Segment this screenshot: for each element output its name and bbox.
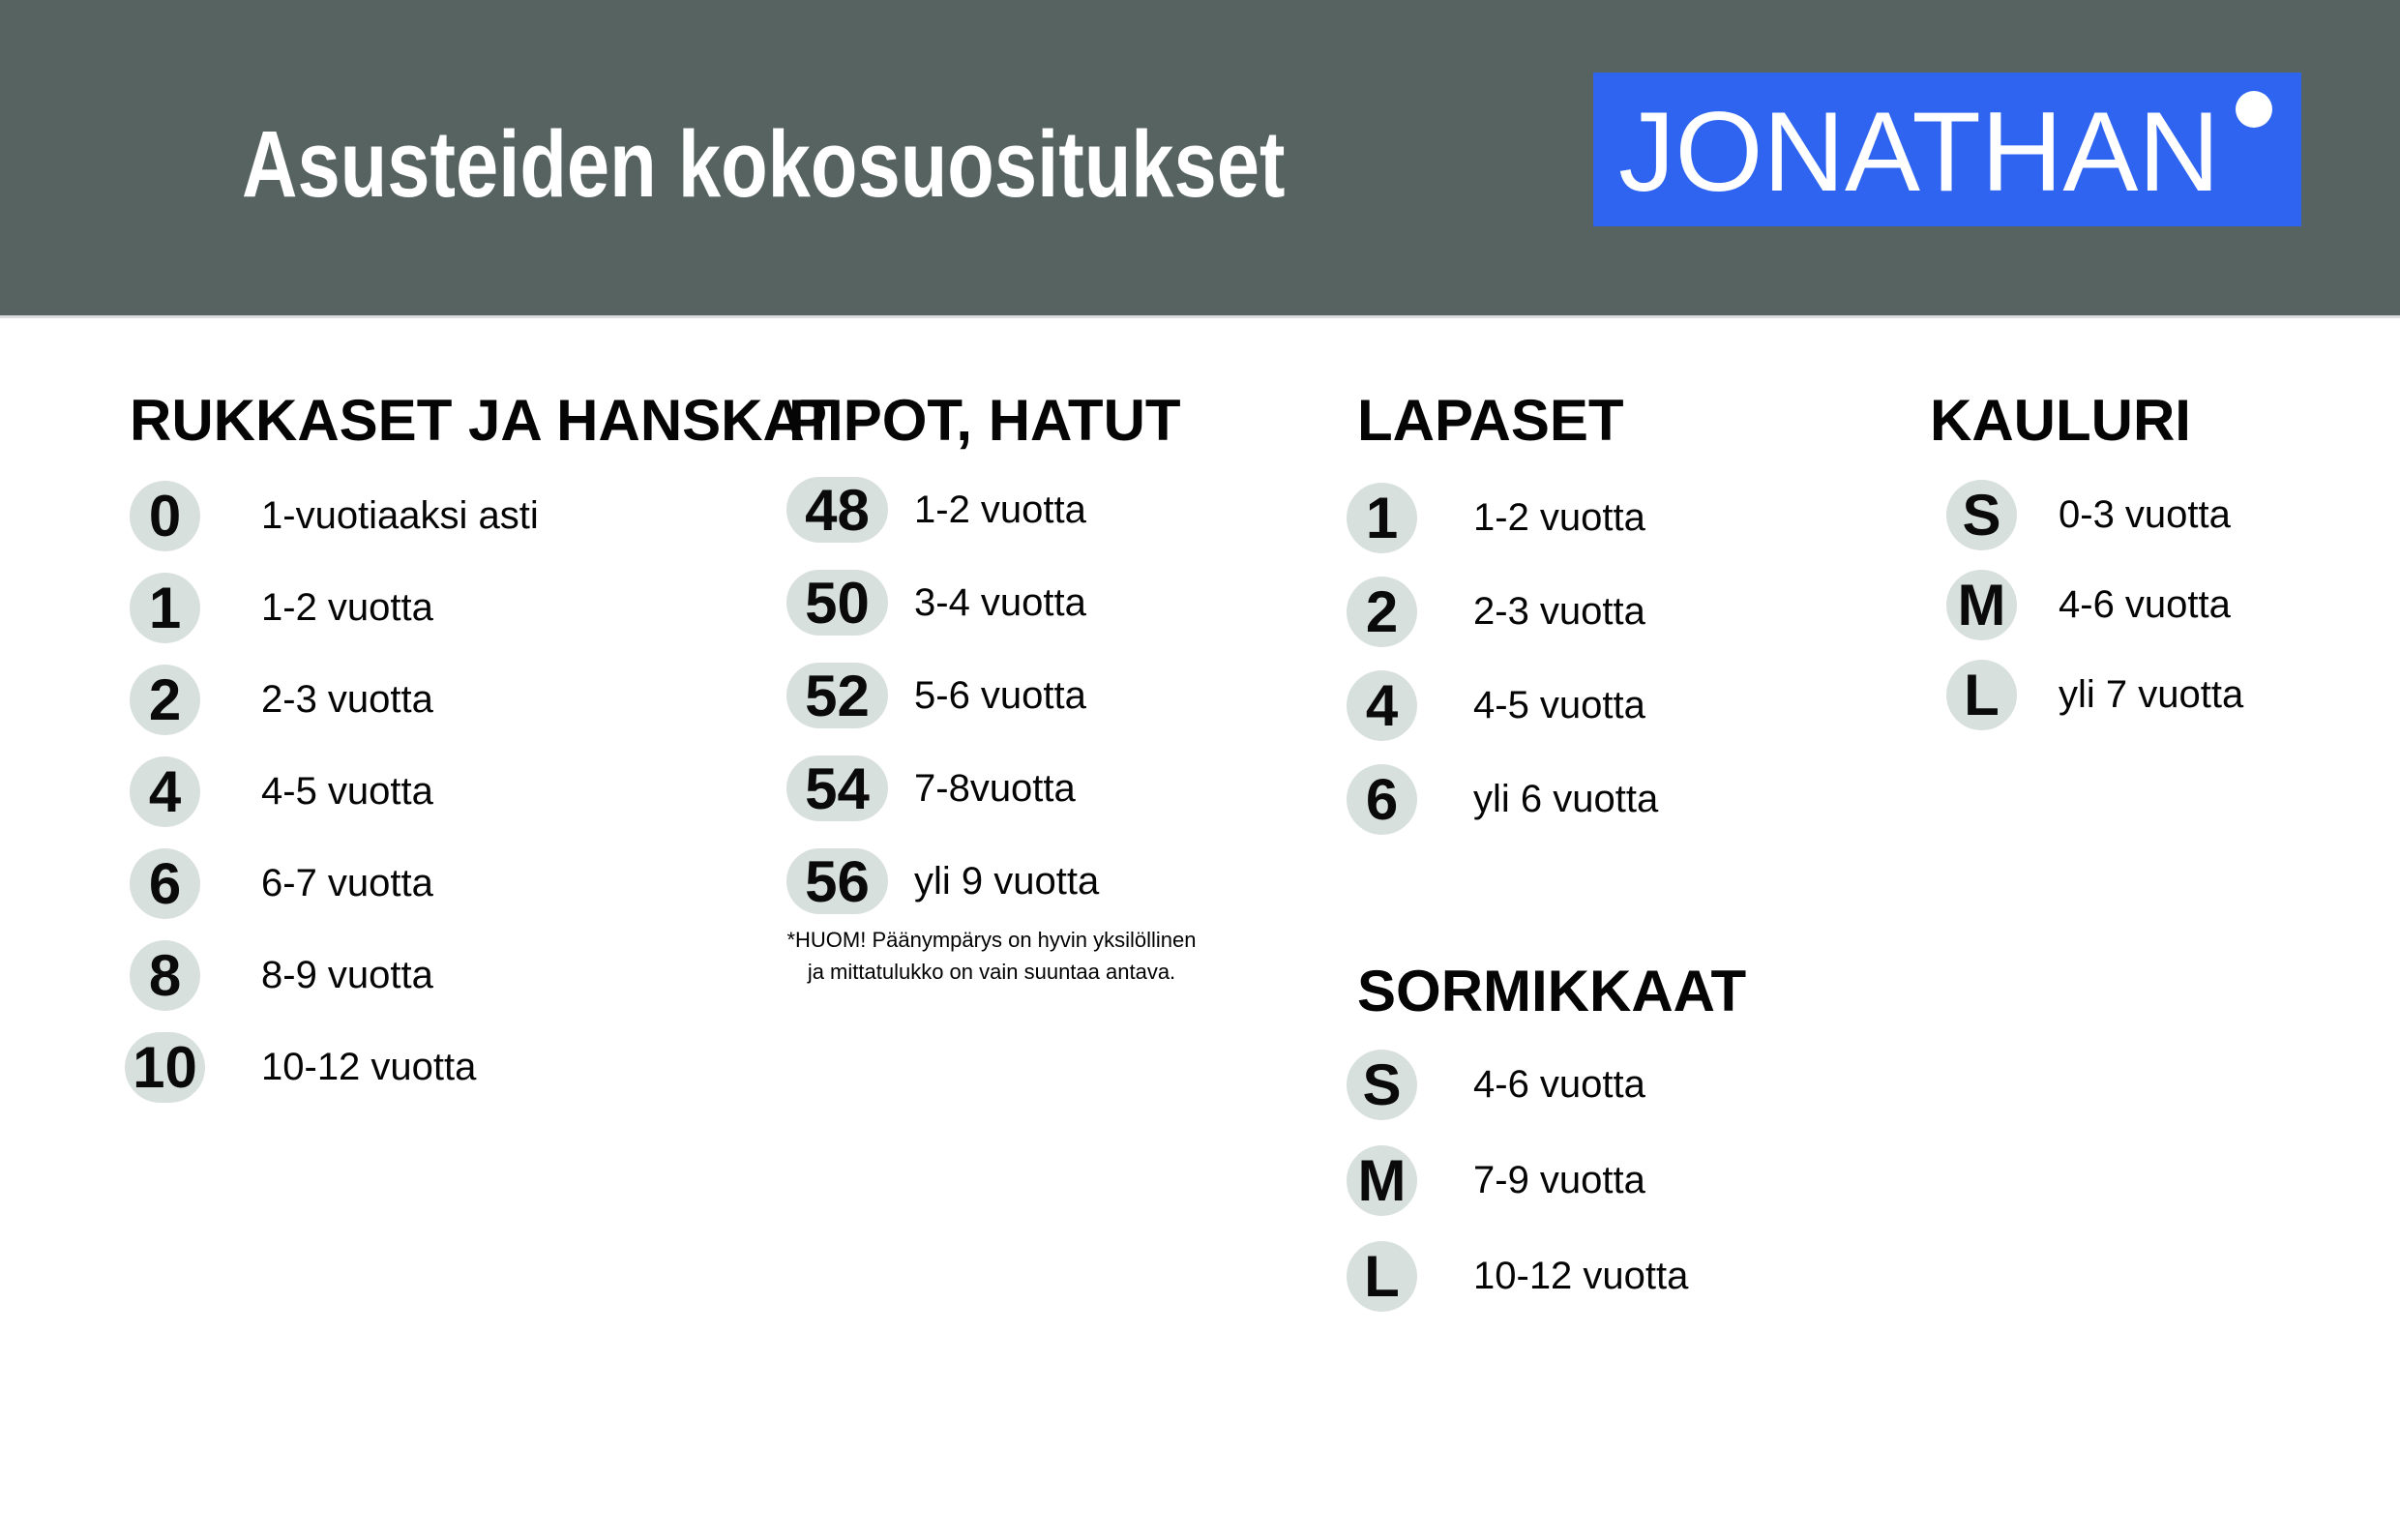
- badge-slot: [1946, 570, 2017, 640]
- size-badge: 50: [786, 570, 888, 636]
- badge-slot: [130, 573, 200, 643]
- section-title-kauluri: KAULURI: [1930, 388, 2191, 453]
- age-label: 1-2 vuotta: [1473, 496, 1645, 539]
- age-label: 2-3 vuotta: [261, 678, 433, 721]
- page-title: Asusteiden kokosuositukset: [242, 111, 1286, 217]
- badge-slot: [1347, 483, 1417, 553]
- size-badge: 48: [786, 477, 888, 543]
- size-badge: 6: [1347, 764, 1417, 835]
- size-badge: S: [1946, 480, 2017, 550]
- size-row: [130, 756, 539, 827]
- size-badge: L: [1347, 1241, 1417, 1312]
- size-badge: 0: [130, 481, 200, 551]
- badge-slot: [1347, 1050, 1417, 1120]
- badge-slot: [1347, 577, 1417, 647]
- size-rows-kauluri: [1946, 480, 2243, 750]
- badge-slot: [1347, 670, 1417, 741]
- note-line-2: ja mittatulukko on vain suuntaa antava.: [807, 960, 1176, 984]
- badge-slot: [1347, 1145, 1417, 1216]
- age-label: yli 6 vuotta: [1473, 778, 1659, 820]
- age-label: 2-3 vuotta: [1473, 590, 1645, 633]
- size-badge: 56: [786, 848, 888, 914]
- age-label: 7-9 vuotta: [1473, 1159, 1645, 1201]
- section-title-rukkaset: RUKKASET JA HANSKAT: [130, 388, 837, 453]
- age-label: 8-9 vuotta: [261, 954, 433, 996]
- badge-slot: [1946, 480, 2017, 550]
- age-label: 1-vuotiaaksi asti: [261, 494, 539, 537]
- size-row: [130, 848, 539, 919]
- badge-slot: [786, 755, 888, 821]
- age-label: yli 7 vuotta: [2059, 673, 2244, 716]
- badge-slot: [786, 663, 888, 728]
- size-row: [1946, 570, 2243, 640]
- badge-slot: [1946, 660, 2017, 730]
- size-row: [786, 755, 1099, 821]
- size-row: [1347, 764, 1658, 835]
- header-bar: [0, 0, 2400, 318]
- size-row: [1946, 660, 2243, 730]
- size-row: [130, 940, 539, 1011]
- size-row: [1347, 670, 1658, 741]
- size-row: [1347, 577, 1658, 647]
- size-badge: 1: [1347, 483, 1417, 553]
- size-row: [786, 570, 1099, 636]
- age-label: 1-2 vuotta: [261, 586, 433, 629]
- size-row: [130, 481, 539, 551]
- size-badge: 6: [130, 848, 200, 919]
- head-circumference-note: [784, 924, 1200, 988]
- size-row: [786, 477, 1099, 543]
- size-badge: S: [1347, 1050, 1417, 1120]
- size-row: [130, 573, 539, 643]
- badge-slot: [130, 665, 200, 735]
- badge-slot: [1347, 1241, 1417, 1312]
- note-line-1: *HUOM! Päänympärys on hyvin yksilöllinen: [786, 928, 1197, 952]
- section-title-lapaset: LAPASET: [1357, 388, 1624, 453]
- size-row: [130, 1032, 539, 1103]
- size-badge: 8: [130, 940, 200, 1011]
- age-label: 0-3 vuotta: [2059, 493, 2231, 536]
- size-badge: M: [1347, 1145, 1417, 1216]
- size-rows-pipot: [786, 477, 1099, 941]
- size-badge: 52: [786, 663, 888, 728]
- size-badge: M: [1946, 570, 2017, 640]
- size-badge: 2: [130, 665, 200, 735]
- badge-slot: [786, 477, 888, 543]
- size-badge: 2: [1347, 577, 1417, 647]
- badge-slot: [130, 756, 200, 827]
- age-label: yli 9 vuotta: [914, 860, 1100, 903]
- age-label: 7-8vuotta: [914, 767, 1076, 810]
- size-row: [1347, 483, 1658, 553]
- section-title-sormikkaat: SORMIKKAAT: [1357, 959, 1747, 1023]
- size-rows-rukkaset: [130, 481, 539, 1124]
- age-label: 4-5 vuotta: [1473, 684, 1645, 726]
- age-label: 6-7 vuotta: [261, 862, 433, 904]
- badge-slot: [1347, 764, 1417, 835]
- size-badge: L: [1946, 660, 2017, 730]
- age-label: 4-5 vuotta: [261, 770, 433, 813]
- size-badge: 10: [125, 1032, 205, 1103]
- age-label: 1-2 vuotta: [914, 489, 1086, 531]
- badge-slot: [786, 848, 888, 914]
- size-row: [1347, 1050, 1688, 1120]
- size-row: [1347, 1145, 1688, 1216]
- size-rows-sormikkaat: [1347, 1050, 1688, 1337]
- logo-text: JONATHAN: [1618, 88, 2220, 215]
- badge-slot: [786, 570, 888, 636]
- age-label: 10-12 vuotta: [1473, 1255, 1689, 1297]
- size-row: [130, 665, 539, 735]
- age-label: 10-12 vuotta: [261, 1046, 477, 1088]
- size-badge: 1: [130, 573, 200, 643]
- section-title-pipot: PIPOT, HATUT: [788, 388, 1181, 453]
- badge-slot: [130, 481, 200, 551]
- age-label: 4-6 vuotta: [1473, 1063, 1645, 1106]
- age-label: 3-4 vuotta: [914, 581, 1086, 624]
- size-badge: 54: [786, 755, 888, 821]
- badge-slot: [130, 848, 200, 919]
- badge-slot: [130, 940, 200, 1011]
- size-rows-lapaset: [1347, 483, 1658, 858]
- badge-slot: [130, 1032, 200, 1103]
- size-row: [1946, 480, 2243, 550]
- size-row: [1347, 1241, 1688, 1312]
- jonathan-logo: [1593, 73, 2301, 226]
- age-label: 5-6 vuotta: [914, 674, 1086, 717]
- size-row: [786, 663, 1099, 728]
- size-row: [786, 848, 1099, 914]
- age-label: 4-6 vuotta: [2059, 583, 2231, 626]
- size-badge: 4: [130, 756, 200, 827]
- size-badge: 4: [1347, 670, 1417, 741]
- logo-dot-icon: [2236, 91, 2272, 128]
